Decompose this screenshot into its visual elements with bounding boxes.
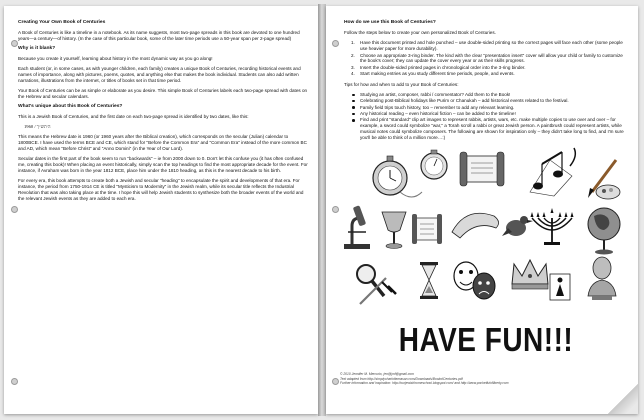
theatre-masks-icon	[454, 262, 495, 299]
left-page	[4, 6, 318, 414]
unique-paragraph: This is a Jewish Book of Centuries, and the first date on each two-page spread is identified by two dates, like this:	[18, 114, 249, 120]
magnifying-glass-icon	[357, 265, 384, 296]
crown-icon	[512, 260, 548, 289]
usage-heading: How do we use this Book of Centuries?	[344, 20, 436, 25]
list-item: Find and print "standard" clip art images to represent rabbis, artists, wars, etc. make multiple copies to use over and over – for example, a sword could symbolize "war," a Torah scroll a rabbi or great Jewish person. A paintbrush could represent artists, while musical notes could symbolize composers. The following are shown for inspiration only – they didn't take long to find, and I'm sure you'll be able to think of a million more…:)	[344, 117, 628, 141]
why-paragraph: Your Book of Centuries can be as simple or elaborate as you desire. This simple Book of Centuries labels each two-page spread with dates on the Hebrew and secular calendars.	[18, 88, 308, 100]
binder-hole	[11, 40, 18, 47]
left-page-text	[18, 18, 308, 206]
bird-icon	[502, 216, 533, 236]
shofar-icon	[452, 213, 499, 238]
binder-hole	[11, 206, 18, 213]
list-item: 2. Choose an appropriate 3-ring binder. The kind with the clear "presentation insert" cover will allow your child or family to customize the book's cover; they can update the cover every year or as their skills progress.	[351, 52, 623, 64]
globe-icon	[588, 208, 620, 255]
torah-scroll-icon	[460, 152, 504, 186]
pocket-watch-icon	[421, 150, 447, 179]
binding-gutter	[318, 4, 326, 416]
why-paragraph: Each student (or, in some cases, as with younger children, each family) creates a unique Book of Centuries, recording historical events and names of importance, along with pictures, poems, quotes, and anything else that makes the book individual. Students can also add written narrations, illustrations from the internet, or titles of books set in that time period.	[18, 66, 301, 84]
list-item: Any historical reading – even historical fiction – can be added to the timeline!	[344, 111, 628, 117]
unique-paragraph: Secular dates in the first part of the book seem to run "backwards" – ie from 2000 down to 0. Don't let this confuse you (it has often confused me, creating this book)! When placing an event historically, simply scan the top headings to find the most appropriate decade for the event. For instance, if Avraham was born in the year 1812 BCE, place him under the 1810 heading, as this is the nearest decade to his birth.	[18, 156, 308, 174]
have-fun-banner: HAVE FUN!!!	[398, 320, 574, 358]
page-curl	[608, 384, 638, 414]
intro-paragraph: A Book of Centuries is like a timeline in a notebook. As its name suggests, most two-page spreads in this book are devoted to one hundred years—a century—of history. (In the case of this particular book, some of the later time periods use a 50-year span per 2-page spread)	[18, 30, 300, 41]
copyright-line: © 2010 Jennifer M. Mercurio, jen@jmf@gmail.com	[340, 372, 414, 376]
why-paragraph: Because you create it yourself, learning about history in the most dynamic way as you go along!	[18, 56, 213, 62]
list-item: Studying an artist, composer, rabbi / commentator? Add them to the Book!	[344, 92, 628, 98]
unique-heading: What's unique about this Book of Centuries?	[18, 104, 123, 110]
page-title: Creating Your Own Book of Centuries	[18, 20, 106, 25]
unique-paragraph: For every era, this book attempts to create both a Jewish and secular "heading" to encapsulate the spirit and developments of that era. For instance, the period from 1750-1914 CE is titled "Mysticism to Modernity" in the Jewish realm, while its secular title reflects the Industrial Revolution that was also taking place at the time. I hope this will help Jewish students to synthesize both the broader events of the world and the relevant Jewish events as they are added to each era.	[18, 178, 304, 201]
hourglass-icon	[420, 262, 438, 299]
pocket-watch-icon	[373, 156, 422, 197]
hebrew-date-example: ה׳תש״ך / 1960	[24, 124, 51, 130]
list-item: 1. Have this document printed and hole punched – use double-sided printing so the correct pages will face each other (some people use heavier paper for more durability).	[351, 40, 623, 52]
restroom-sign-icon	[550, 274, 570, 300]
menorah-icon	[531, 208, 574, 245]
inspiration-links[interactable]: Further information and inspiration: http://ourjewishhomeschool.blogspot.com/ and http://www.pocketfulofliberty.com	[340, 381, 509, 385]
tips-intro: Tips for how and when to add to your Book of Centuries:	[344, 81, 459, 87]
unique-paragraph: This means the Hebrew date is 1960 (or 1960 years after the Biblical creation), which corresponds on the secular (Julian) calendar to 1800BCE. I have used the terms BCE and CE, which stand for "Before the Common Era" and "Common Era" instead of the more common BC and AD, which mean "Before Christ" and "Anno Domini" (in the Year of Our Lord).	[18, 134, 307, 152]
steps-intro: Follow the steps below to create your own personalized Book of Centuries.	[344, 30, 496, 36]
bust-statue-icon	[588, 257, 616, 300]
wine-cup-icon	[382, 212, 406, 249]
list-item: 3. Insert the double-sided printed pages in chronological order into the 3-ring binder.	[351, 64, 526, 70]
binder-hole	[11, 378, 18, 385]
list-item: Family field trips touch history, too – remember to add any relevant learning.	[344, 105, 628, 111]
torah-scroll-icon	[412, 214, 442, 244]
microscope-icon	[344, 205, 370, 249]
list-item: Celebrating post-Biblical holidays like Purim or Chanukah – add historical events related to the festival.	[344, 98, 628, 104]
right-page	[326, 6, 638, 414]
musical-notes-icon	[530, 148, 575, 196]
paintbrush-icon	[588, 160, 620, 199]
why-heading: Why is it blank?	[18, 46, 56, 52]
list-item: 4. Start making entries as you study different time periods, people, and events.	[351, 71, 515, 77]
page-footer	[340, 372, 630, 386]
source-link[interactable]: Text adapted from http://simplycharlottemason.com/Downloads/BookofCenturies.pdf	[340, 376, 463, 381]
